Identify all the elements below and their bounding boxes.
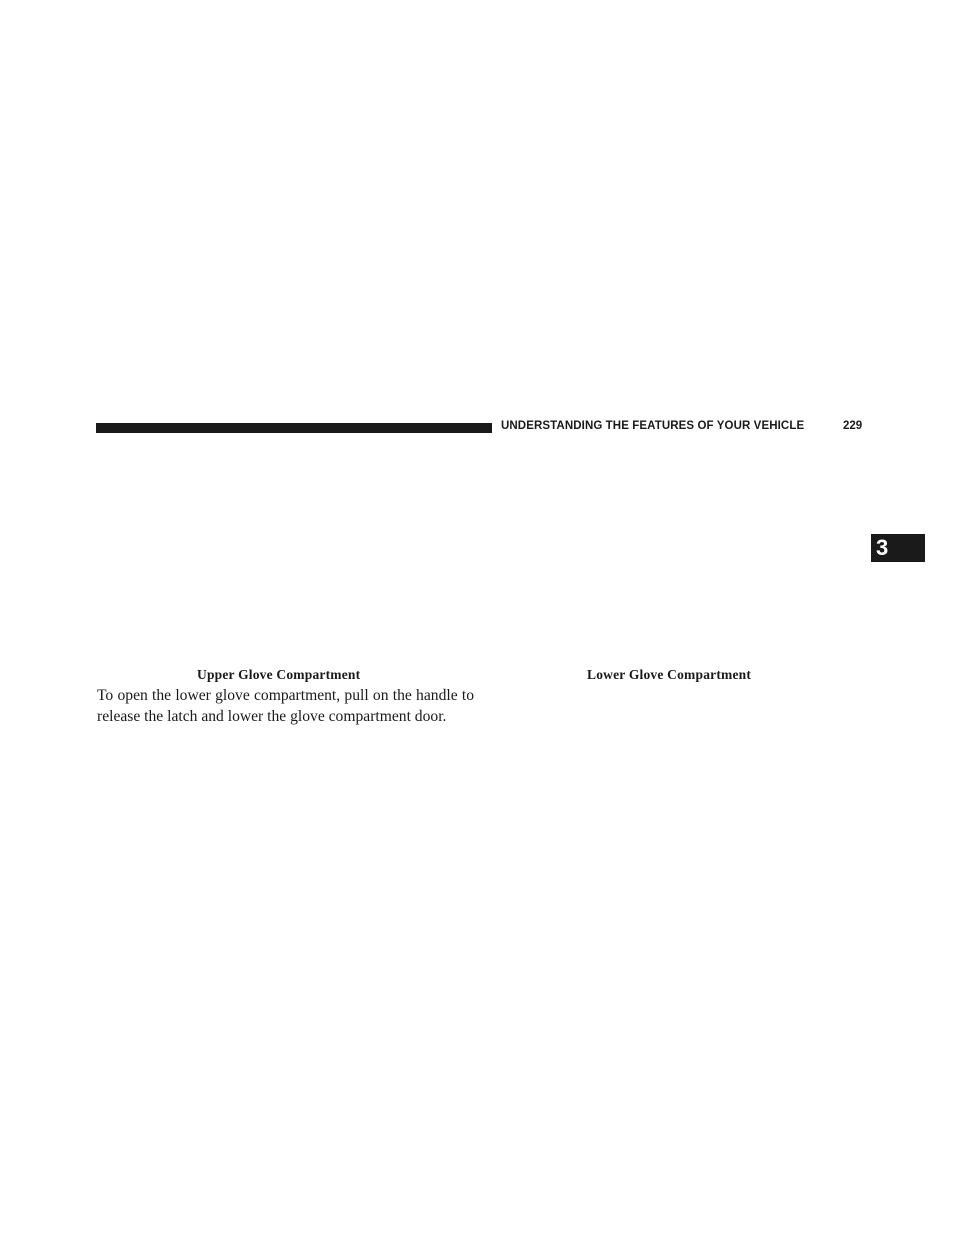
chapter-tab[interactable]	[871, 534, 925, 562]
section-title: UNDERSTANDING THE FEATURES OF YOUR VEHICLE	[501, 420, 805, 432]
upper-figure-caption: Upper Glove Compartment	[197, 667, 361, 682]
chapter-number: 3	[876, 535, 889, 560]
lower-figure-caption: Lower Glove Compartment	[587, 667, 752, 682]
header-rule-bar	[96, 423, 492, 433]
body-paragraph: To open the lower glove compartment, pull on the handle to release the latch and lower the glove compartment door.	[97, 687, 474, 725]
page-number: 229	[843, 420, 863, 432]
